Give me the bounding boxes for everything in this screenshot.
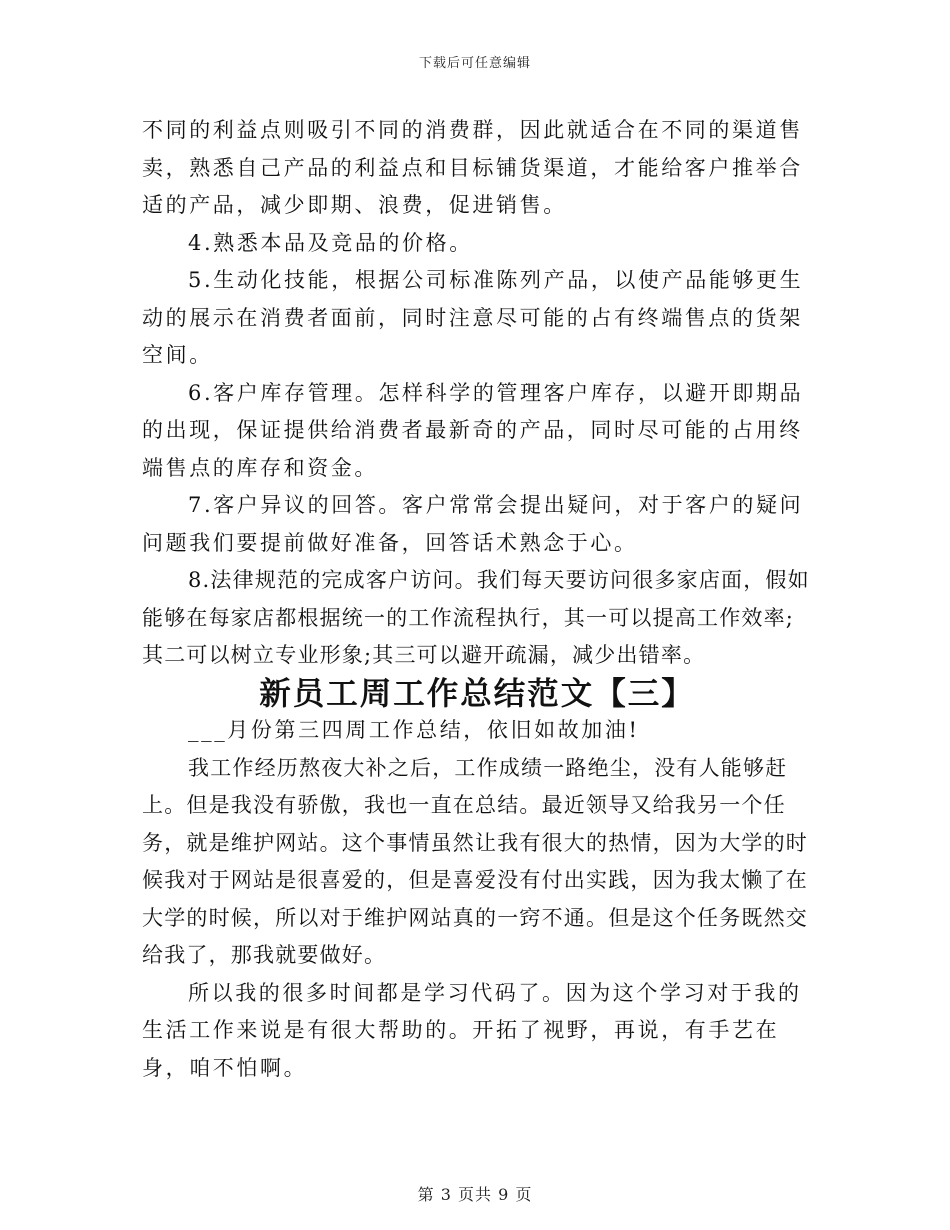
paragraph-month: ___月份第三四周工作总结，依旧如故加油!	[188, 718, 640, 742]
section-title: 新员工周工作总结范文【三】	[259, 674, 695, 712]
list-item-5: 5.生动化技能，根据公司标准陈列产品，以使产品能够更生动的展示在消费者面前，同时注意尽可能的占有终端售点的货架空间。	[142, 268, 804, 367]
header-note: 下载后可任意编辑	[418, 56, 531, 71]
list-item-8: 8.法律规范的完成客户访问。我们每天要访问很多家店面，假如能够在每家店都根据统一的工作流程执行，其一可以提高工作效率;其二可以树立专业形象;其三可以避开疏漏，减少出错率。	[142, 568, 810, 667]
list-item-7: 7.客户异议的回答。客户常常会提出疑问，对于客户的疑问问题我们要提前做好准备，回答话术熟念于心。	[142, 493, 804, 555]
list-item-4: 4.熟悉本品及竞品的价格。	[188, 230, 473, 255]
paragraph-work: 我工作经历熬夜大补之后，工作成绩一路绝尘，没有人能够赶上。但是我没有骄傲，我也一直在总结。最近领导又给我另一个任务，就是维护网站。这个事情虽然让我有很大的热情，因为大学的时候我对于网站是很喜爱的，但是喜爱没有付出实践，因为我太懒了在大学的时候，所以对于维护网站真的一窍不通。但是这个任务既然交给我了，那我就要做好。	[142, 755, 808, 967]
page-indicator: 第 3 页共 9 页	[417, 1185, 533, 1204]
paragraph-study: 所以我的很多时间都是学习代码了。因为这个学习对于我的生活工作来说是有很大帮助的。开拓了视野，再说，有手艺在身，咱不怕啊。	[142, 980, 802, 1080]
paragraph-intro: 不同的利益点则吸引不同的消费群，因此就适合在不同的渠道售卖，熟悉自己产品的利益点和目标铺货渠道，才能给客户推举合适的产品，减少即期、浪费，促进销售。	[142, 118, 803, 217]
list-item-6: 6.客户库存管理。怎样科学的管理客户库存，以避开即期品的出现，保证提供给消费者最新奇的产品，同时尽可能的占用终端售点的库存和资金。	[142, 380, 804, 480]
document-body	[142, 112, 812, 1087]
